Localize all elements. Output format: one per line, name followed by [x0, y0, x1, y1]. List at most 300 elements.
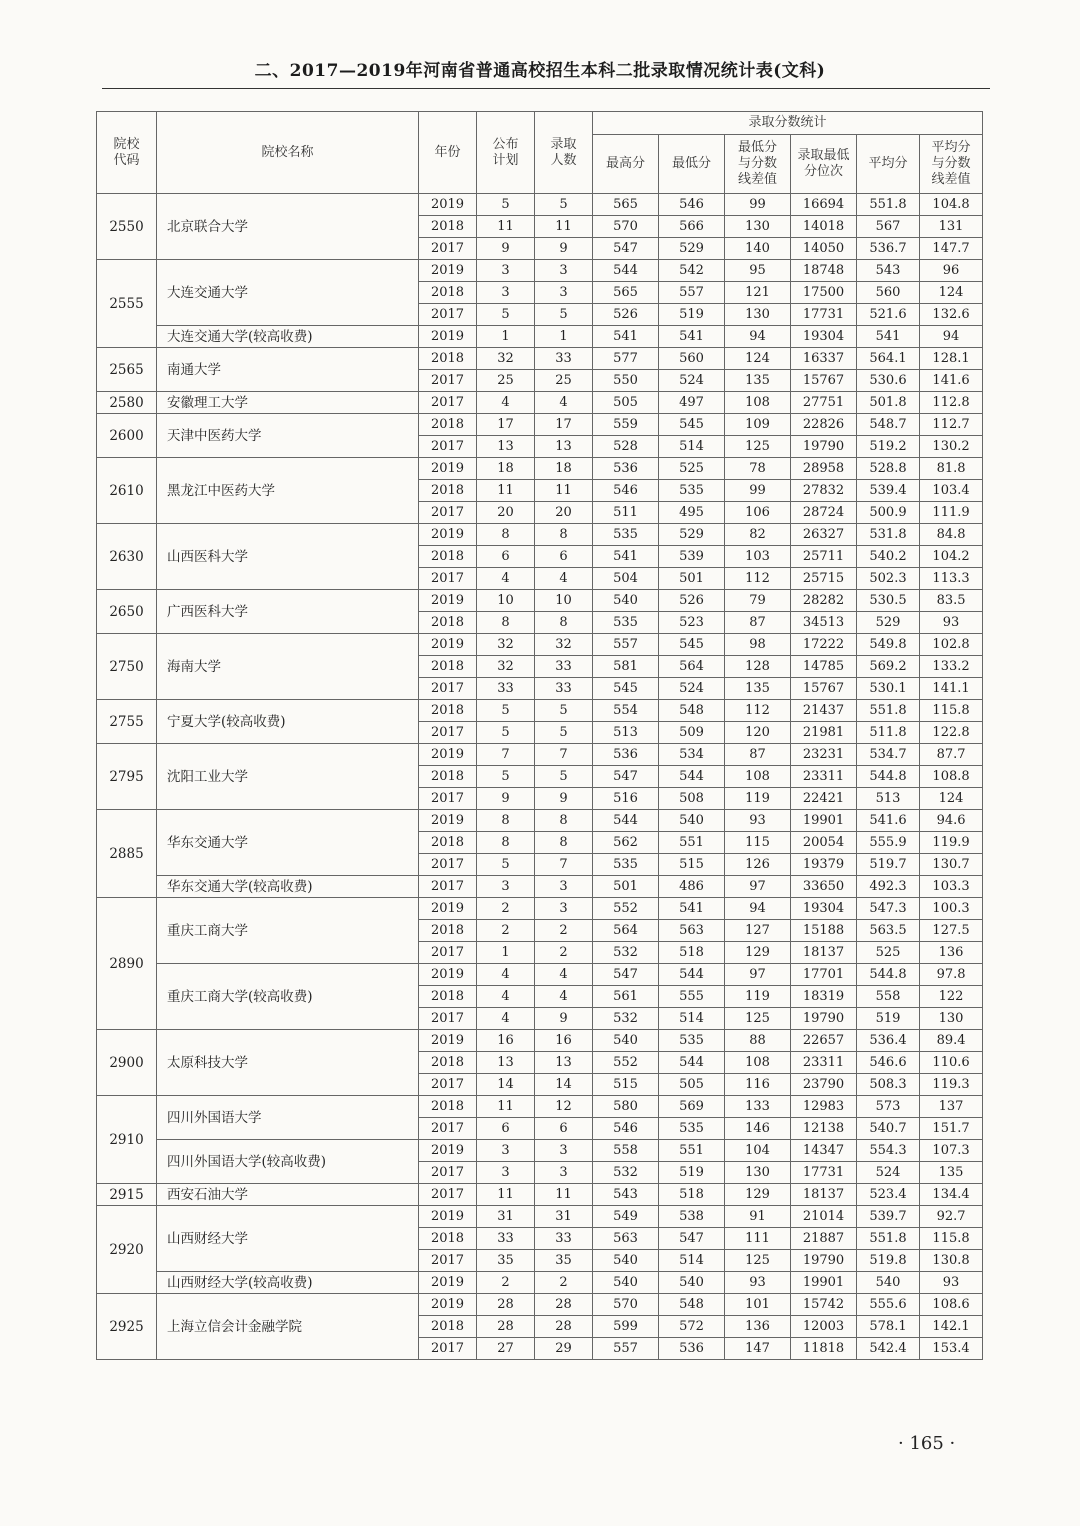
cell-avg: 529: [857, 612, 920, 634]
cell-admitted: 11: [535, 480, 593, 502]
cell-plan: 9: [477, 238, 535, 260]
cell-min-diff: 124: [725, 348, 791, 370]
header-plan: 公布计划: [477, 112, 535, 194]
cell-min: 526: [659, 590, 725, 612]
cell-min-diff: 87: [725, 744, 791, 766]
cell-min-diff: 120: [725, 722, 791, 744]
cell-rank: 19790: [791, 1250, 857, 1272]
cell-admitted: 2: [535, 920, 593, 942]
cell-max: 599: [593, 1316, 659, 1338]
cell-avg: 567: [857, 216, 920, 238]
cell-avg-diff: 87.7: [920, 744, 983, 766]
cell-avg: 530.6: [857, 370, 920, 392]
cell-max: 540: [593, 1272, 659, 1294]
cell-avg-diff: 104.8: [920, 194, 983, 216]
cell-avg: 492.3: [857, 876, 920, 898]
cell-plan: 5: [477, 194, 535, 216]
cell-plan: 5: [477, 766, 535, 788]
cell-rank: 21437: [791, 700, 857, 722]
cell-rank: 21981: [791, 722, 857, 744]
table-row: [97, 810, 983, 832]
cell-min: 529: [659, 524, 725, 546]
cell-year: 2018: [419, 832, 477, 854]
cell-min: 486: [659, 876, 725, 898]
cell-min: 509: [659, 722, 725, 744]
school-code: 2550: [97, 194, 157, 260]
school-name: 广西医科大学: [157, 590, 419, 634]
school-code: 2630: [97, 524, 157, 590]
cell-avg-diff: 108.6: [920, 1294, 983, 1316]
school-name: 山西财经大学: [157, 1206, 419, 1272]
cell-avg-diff: 134.4: [920, 1184, 983, 1206]
cell-plan: 3: [477, 876, 535, 898]
header-min-diff: 最低分与分数线差值: [725, 135, 791, 194]
cell-avg: 531.8: [857, 524, 920, 546]
cell-year: 2019: [419, 810, 477, 832]
cell-rank: 21887: [791, 1228, 857, 1250]
cell-year: 2018: [419, 1316, 477, 1338]
cell-avg: 563.5: [857, 920, 920, 942]
cell-year: 2017: [419, 568, 477, 590]
cell-avg-diff: 132.6: [920, 304, 983, 326]
cell-avg: 541.6: [857, 810, 920, 832]
cell-avg-diff: 122: [920, 986, 983, 1008]
cell-plan: 32: [477, 656, 535, 678]
table-row: [97, 1096, 983, 1118]
cell-max: 536: [593, 458, 659, 480]
cell-avg-diff: 124: [920, 282, 983, 304]
table-header: [97, 112, 983, 194]
cell-avg: 569.2: [857, 656, 920, 678]
cell-min-diff: 119: [725, 986, 791, 1008]
cell-year: 2019: [419, 1030, 477, 1052]
cell-year: 2018: [419, 348, 477, 370]
cell-max: 554: [593, 700, 659, 722]
cell-year: 2017: [419, 370, 477, 392]
cell-admitted: 12: [535, 1096, 593, 1118]
cell-plan: 4: [477, 986, 535, 1008]
cell-avg-diff: 110.6: [920, 1052, 983, 1074]
cell-rank: 19379: [791, 854, 857, 876]
cell-admitted: 33: [535, 656, 593, 678]
cell-min: 524: [659, 678, 725, 700]
cell-max: 565: [593, 282, 659, 304]
cell-avg: 558: [857, 986, 920, 1008]
cell-plan: 4: [477, 392, 535, 414]
cell-plan: 3: [477, 260, 535, 282]
cell-year: 2017: [419, 942, 477, 964]
cell-max: 504: [593, 568, 659, 590]
cell-year: 2018: [419, 414, 477, 436]
cell-max: 516: [593, 788, 659, 810]
cell-avg-diff: 127.5: [920, 920, 983, 942]
cell-rank: 12138: [791, 1118, 857, 1140]
cell-admitted: 33: [535, 1228, 593, 1250]
cell-avg: 555.9: [857, 832, 920, 854]
cell-min: 566: [659, 216, 725, 238]
cell-min-diff: 112: [725, 568, 791, 590]
cell-avg-diff: 94.6: [920, 810, 983, 832]
cell-min: 572: [659, 1316, 725, 1338]
cell-rank: 19790: [791, 436, 857, 458]
cell-plan: 33: [477, 678, 535, 700]
cell-plan: 33: [477, 1228, 535, 1250]
cell-rank: 17731: [791, 1162, 857, 1184]
cell-admitted: 32: [535, 634, 593, 656]
cell-rank: 14018: [791, 216, 857, 238]
cell-admitted: 16: [535, 1030, 593, 1052]
cell-min-diff: 108: [725, 1052, 791, 1074]
cell-avg-diff: 130: [920, 1008, 983, 1030]
cell-admitted: 13: [535, 436, 593, 458]
cell-min-diff: 79: [725, 590, 791, 612]
school-name: 华东交通大学: [157, 810, 419, 876]
cell-max: 559: [593, 414, 659, 436]
cell-min-diff: 130: [725, 216, 791, 238]
cell-admitted: 11: [535, 216, 593, 238]
cell-year: 2017: [419, 1162, 477, 1184]
cell-plan: 20: [477, 502, 535, 524]
cell-rank: 28282: [791, 590, 857, 612]
cell-rank: 22421: [791, 788, 857, 810]
header-stats-group: 录取分数统计: [593, 112, 983, 135]
cell-year: 2017: [419, 238, 477, 260]
cell-plan: 3: [477, 1140, 535, 1162]
school-name: 山西财经大学(较高收费): [157, 1272, 419, 1294]
cell-avg: 519: [857, 1008, 920, 1030]
cell-min-diff: 88: [725, 1030, 791, 1052]
cell-avg: 521.6: [857, 304, 920, 326]
table-row: [97, 898, 983, 920]
cell-year: 2018: [419, 986, 477, 1008]
cell-min-diff: 106: [725, 502, 791, 524]
cell-admitted: 9: [535, 788, 593, 810]
cell-avg: 540: [857, 1272, 920, 1294]
cell-year: 2017: [419, 1250, 477, 1272]
cell-rank: 19901: [791, 1272, 857, 1294]
cell-avg-diff: 136: [920, 942, 983, 964]
cell-min: 542: [659, 260, 725, 282]
cell-admitted: 3: [535, 260, 593, 282]
cell-rank: 19790: [791, 1008, 857, 1030]
table-row: [97, 458, 983, 480]
cell-rank: 17500: [791, 282, 857, 304]
cell-year: 2018: [419, 612, 477, 634]
cell-rank: 23231: [791, 744, 857, 766]
cell-avg-diff: 137: [920, 1096, 983, 1118]
school-name: 沈阳工业大学: [157, 744, 419, 810]
cell-min: 518: [659, 1184, 725, 1206]
cell-year: 2019: [419, 590, 477, 612]
cell-max: 541: [593, 546, 659, 568]
header-year: 年份: [419, 112, 477, 194]
table-row: [97, 326, 983, 348]
school-name: 北京联合大学: [157, 194, 419, 260]
cell-max: 540: [593, 1250, 659, 1272]
cell-min-diff: 140: [725, 238, 791, 260]
cell-year: 2019: [419, 1294, 477, 1316]
cell-plan: 11: [477, 216, 535, 238]
cell-admitted: 3: [535, 1162, 593, 1184]
cell-min: 541: [659, 326, 725, 348]
table-row: [97, 260, 983, 282]
cell-max: 565: [593, 194, 659, 216]
cell-min-diff: 116: [725, 1074, 791, 1096]
cell-admitted: 2: [535, 1272, 593, 1294]
cell-rank: 34513: [791, 612, 857, 634]
cell-min: 548: [659, 700, 725, 722]
cell-avg-diff: 112.7: [920, 414, 983, 436]
cell-min-diff: 135: [725, 678, 791, 700]
cell-admitted: 33: [535, 348, 593, 370]
cell-plan: 10: [477, 590, 535, 612]
cell-plan: 2: [477, 920, 535, 942]
cell-plan: 11: [477, 480, 535, 502]
cell-min: 544: [659, 766, 725, 788]
cell-max: 570: [593, 1294, 659, 1316]
cell-year: 2019: [419, 1140, 477, 1162]
cell-year: 2017: [419, 502, 477, 524]
cell-min: 535: [659, 1118, 725, 1140]
cell-admitted: 14: [535, 1074, 593, 1096]
cell-avg-diff: 122.8: [920, 722, 983, 744]
cell-min-diff: 104: [725, 1140, 791, 1162]
cell-admitted: 4: [535, 964, 593, 986]
cell-max: 547: [593, 964, 659, 986]
cell-avg-diff: 93: [920, 1272, 983, 1294]
cell-min: 546: [659, 194, 725, 216]
cell-admitted: 8: [535, 524, 593, 546]
cell-year: 2018: [419, 700, 477, 722]
cell-min: 560: [659, 348, 725, 370]
page-title: 二、2017—2019年河南省普通高校招生本科二批录取情况统计表(文科): [254, 61, 826, 81]
cell-max: 544: [593, 810, 659, 832]
cell-year: 2018: [419, 282, 477, 304]
cell-avg: 519.7: [857, 854, 920, 876]
cell-plan: 1: [477, 942, 535, 964]
cell-max: 561: [593, 986, 659, 1008]
cell-avg: 551.8: [857, 194, 920, 216]
cell-avg-diff: 142.1: [920, 1316, 983, 1338]
cell-avg-diff: 113.3: [920, 568, 983, 590]
cell-admitted: 29: [535, 1338, 593, 1360]
cell-max: 505: [593, 392, 659, 414]
cell-admitted: 18: [535, 458, 593, 480]
cell-rank: 21014: [791, 1206, 857, 1228]
page-number: · 165 ·: [898, 1433, 956, 1454]
table-row: [97, 392, 983, 414]
cell-year: 2018: [419, 1228, 477, 1250]
school-name: 四川外国语大学: [157, 1096, 419, 1140]
cell-admitted: 8: [535, 612, 593, 634]
cell-rank: 23311: [791, 766, 857, 788]
cell-avg-diff: 115.8: [920, 700, 983, 722]
cell-rank: 14050: [791, 238, 857, 260]
table-row: [97, 194, 983, 216]
cell-rank: 18319: [791, 986, 857, 1008]
school-code: 2565: [97, 348, 157, 392]
cell-rank: 17222: [791, 634, 857, 656]
cell-plan: 17: [477, 414, 535, 436]
cell-min-diff: 125: [725, 1250, 791, 1272]
cell-min: 535: [659, 480, 725, 502]
school-code: 2750: [97, 634, 157, 700]
cell-year: 2019: [419, 458, 477, 480]
cell-min-diff: 135: [725, 370, 791, 392]
cell-admitted: 4: [535, 986, 593, 1008]
school-code: 2795: [97, 744, 157, 810]
cell-avg: 511.8: [857, 722, 920, 744]
table-row: [97, 1294, 983, 1316]
cell-avg-diff: 94: [920, 326, 983, 348]
cell-avg: 551.8: [857, 700, 920, 722]
cell-min: 545: [659, 414, 725, 436]
cell-avg-diff: 131: [920, 216, 983, 238]
header-avg-diff: 平均分与分数线差值: [920, 135, 983, 194]
cell-avg: 540.2: [857, 546, 920, 568]
cell-avg: 549.8: [857, 634, 920, 656]
cell-avg-diff: 81.8: [920, 458, 983, 480]
cell-rank: 25715: [791, 568, 857, 590]
school-code: 2610: [97, 458, 157, 524]
school-name: 太原科技大学: [157, 1030, 419, 1096]
cell-max: 557: [593, 1338, 659, 1360]
cell-min-diff: 147: [725, 1338, 791, 1360]
cell-avg-diff: 84.8: [920, 524, 983, 546]
cell-admitted: 2: [535, 942, 593, 964]
school-code: 2890: [97, 898, 157, 1030]
cell-year: 2017: [419, 1008, 477, 1030]
cell-max: 577: [593, 348, 659, 370]
cell-avg: 544.8: [857, 766, 920, 788]
cell-admitted: 4: [535, 568, 593, 590]
cell-avg-diff: 135: [920, 1162, 983, 1184]
cell-max: 549: [593, 1206, 659, 1228]
school-name: 南通大学: [157, 348, 419, 392]
cell-rank: 19901: [791, 810, 857, 832]
cell-max: 580: [593, 1096, 659, 1118]
cell-max: 513: [593, 722, 659, 744]
cell-min: 536: [659, 1338, 725, 1360]
cell-year: 2017: [419, 1118, 477, 1140]
school-name: 山西医科大学: [157, 524, 419, 590]
cell-min-diff: 126: [725, 854, 791, 876]
cell-max: 562: [593, 832, 659, 854]
cell-year: 2017: [419, 1074, 477, 1096]
cell-plan: 4: [477, 1008, 535, 1030]
table-row: [97, 1206, 983, 1228]
cell-min-diff: 146: [725, 1118, 791, 1140]
cell-min-diff: 129: [725, 1184, 791, 1206]
cell-min: 519: [659, 1162, 725, 1184]
school-name: 安徽理工大学: [157, 392, 419, 414]
cell-admitted: 5: [535, 194, 593, 216]
cell-avg-diff: 111.9: [920, 502, 983, 524]
cell-admitted: 5: [535, 766, 593, 788]
cell-max: 546: [593, 1118, 659, 1140]
cell-avg: 564.1: [857, 348, 920, 370]
cell-min-diff: 94: [725, 898, 791, 920]
cell-rank: 22657: [791, 1030, 857, 1052]
cell-rank: 15742: [791, 1294, 857, 1316]
cell-plan: 5: [477, 854, 535, 876]
cell-max: 546: [593, 480, 659, 502]
cell-plan: 13: [477, 1052, 535, 1074]
cell-min-diff: 111: [725, 1228, 791, 1250]
cell-min-diff: 103: [725, 546, 791, 568]
cell-min: 569: [659, 1096, 725, 1118]
cell-year: 2019: [419, 634, 477, 656]
cell-admitted: 13: [535, 1052, 593, 1074]
cell-year: 2019: [419, 524, 477, 546]
cell-avg: 523.4: [857, 1184, 920, 1206]
cell-avg-diff: 130.7: [920, 854, 983, 876]
table-row: [97, 524, 983, 546]
cell-rank: 19304: [791, 326, 857, 348]
cell-year: 2018: [419, 216, 477, 238]
header-min: 最低分: [659, 135, 725, 194]
cell-year: 2019: [419, 1206, 477, 1228]
cell-min: 563: [659, 920, 725, 942]
cell-min: 519: [659, 304, 725, 326]
cell-admitted: 33: [535, 678, 593, 700]
cell-plan: 32: [477, 634, 535, 656]
cell-avg: 547.3: [857, 898, 920, 920]
school-name: 重庆工商大学: [157, 898, 419, 964]
cell-rank: 15767: [791, 370, 857, 392]
cell-rank: 19304: [791, 898, 857, 920]
cell-max: 550: [593, 370, 659, 392]
cell-admitted: 9: [535, 238, 593, 260]
cell-admitted: 10: [535, 590, 593, 612]
cell-avg-diff: 124: [920, 788, 983, 810]
cell-admitted: 3: [535, 898, 593, 920]
cell-max: 547: [593, 238, 659, 260]
cell-year: 2017: [419, 304, 477, 326]
cell-max: 540: [593, 1030, 659, 1052]
school-code: 2915: [97, 1184, 157, 1206]
cell-min: 555: [659, 986, 725, 1008]
cell-avg: 539.7: [857, 1206, 920, 1228]
cell-year: 2017: [419, 1338, 477, 1360]
cell-avg: 539.4: [857, 480, 920, 502]
cell-year: 2019: [419, 260, 477, 282]
cell-year: 2017: [419, 722, 477, 744]
table-row: [97, 700, 983, 722]
cell-rank: 18137: [791, 942, 857, 964]
cell-min: 523: [659, 612, 725, 634]
cell-avg-diff: 102.8: [920, 634, 983, 656]
cell-avg: 546.6: [857, 1052, 920, 1074]
cell-max: 543: [593, 1184, 659, 1206]
cell-max: 547: [593, 766, 659, 788]
cell-rank: 11818: [791, 1338, 857, 1360]
cell-min: 501: [659, 568, 725, 590]
cell-admitted: 8: [535, 832, 593, 854]
cell-plan: 31: [477, 1206, 535, 1228]
cell-plan: 8: [477, 832, 535, 854]
cell-min: 564: [659, 656, 725, 678]
cell-plan: 2: [477, 898, 535, 920]
cell-year: 2017: [419, 392, 477, 414]
school-code: 2910: [97, 1096, 157, 1184]
cell-plan: 3: [477, 1162, 535, 1184]
cell-year: 2018: [419, 656, 477, 678]
cell-rank: 23790: [791, 1074, 857, 1096]
table-row: [97, 1140, 983, 1162]
cell-rank: 33650: [791, 876, 857, 898]
cell-year: 2018: [419, 1096, 477, 1118]
